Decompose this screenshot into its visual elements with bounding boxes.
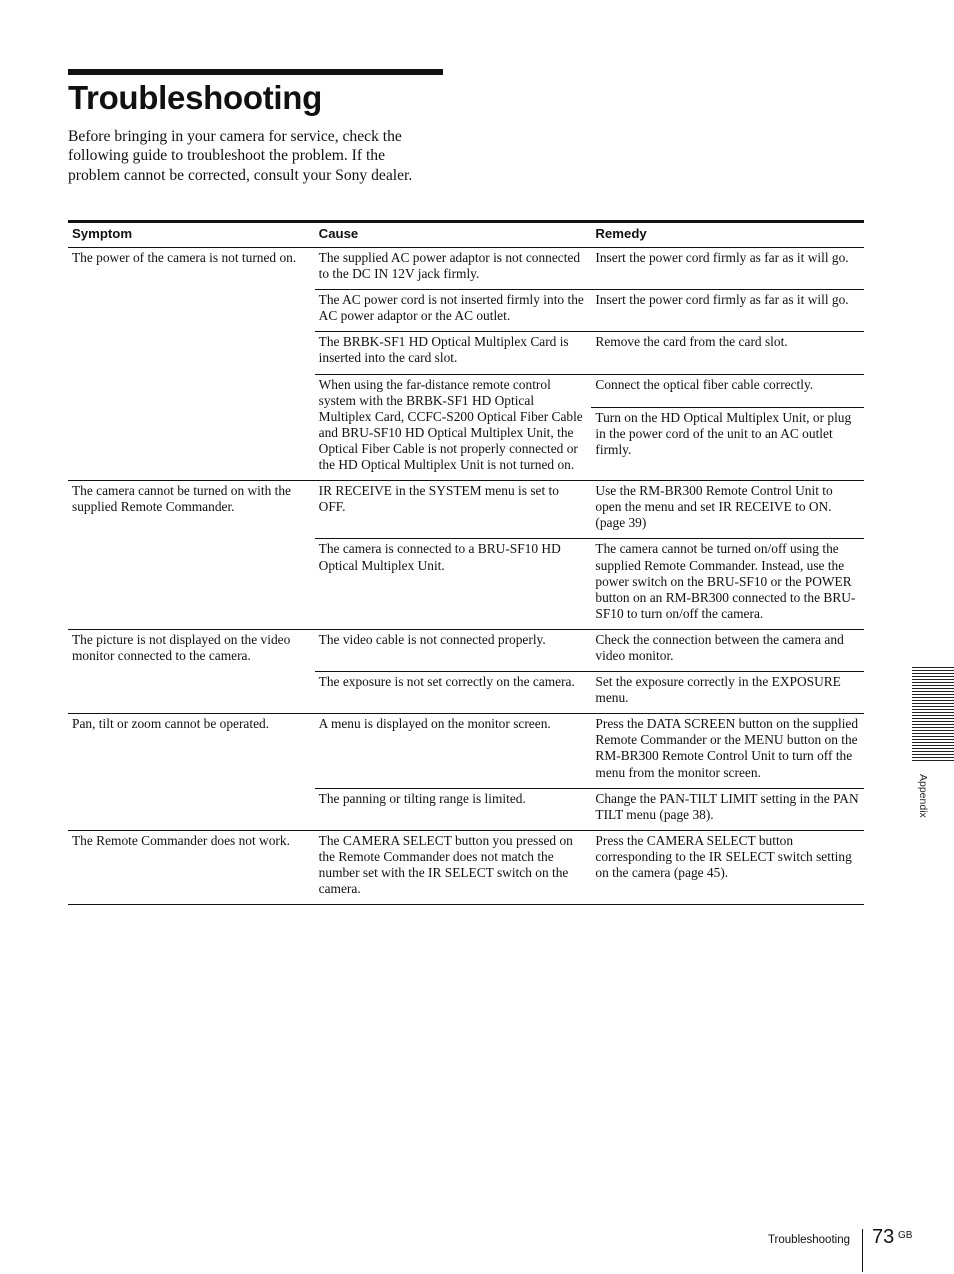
title-rule — [68, 69, 443, 75]
table-row — [68, 481, 864, 539]
cause-cell: When using the far-distance remote control system with the BRBK-SF1 HD Optical Multiplex Card, CCFC-S200 Optical Fiber Cable and BRU-SF10 HD Optical Multiplex Unit, the Optical Fiber Cable is not properly connected or the HD Optical Multiplex Unit is not turned on. — [315, 374, 592, 481]
cause-cell: The BRBK-SF1 HD Optical Multiplex Card is inserted into the card slot. — [315, 332, 592, 374]
cause-cell: The camera is connected to a BRU-SF10 HD Optical Multiplex Unit. — [315, 539, 592, 629]
remedy-cell: Press the DATA SCREEN button on the supplied Remote Commander or the MENU button on the RM-BR300 Remote Control Unit to turn off the menu from the monitor screen. — [591, 714, 864, 788]
symptom-cell: The Remote Commander does not work. — [68, 830, 315, 904]
remedy-cell: Insert the power cord firmly as far as it will go. — [591, 248, 864, 290]
remedy-cell: Press the CAMERA SELECT button corresponding to the IR SELECT switch setting on the camera (page 45). — [591, 830, 864, 904]
table-row — [68, 830, 864, 904]
remedy-cell: Turn on the HD Optical Multiplex Unit, or plug in the power cord of the unit to an AC outlet firmly. — [591, 407, 864, 481]
symptom-cell: The power of the camera is not turned on. — [68, 248, 315, 481]
page-number-suffix: GB — [898, 1230, 913, 1241]
table-body — [68, 248, 864, 905]
cause-cell: IR RECEIVE in the SYSTEM menu is set to OFF. — [315, 481, 592, 539]
troubleshooting-table — [68, 220, 864, 905]
header-cause: Cause — [315, 222, 592, 248]
table-row — [68, 248, 864, 290]
table-header-row — [68, 222, 864, 248]
remedy-cell: Change the PAN-TILT LIMIT setting in the PAN TILT menu (page 38). — [591, 788, 864, 830]
symptom-cell: The picture is not displayed on the video monitor connected to the camera. — [68, 629, 315, 713]
page-number: 73 — [872, 1226, 895, 1248]
cause-cell: The panning or tilting range is limited. — [315, 788, 592, 830]
footer-section-title: Troubleshooting — [767, 1234, 850, 1246]
remedy-cell: Insert the power cord firmly as far as it will go. — [591, 290, 864, 332]
cause-cell: A menu is displayed on the monitor screen. — [315, 714, 592, 788]
header-remedy: Remedy — [591, 222, 864, 248]
symptom-cell: The camera cannot be turned on with the supplied Remote Commander. — [68, 481, 315, 630]
remedy-cell: Connect the optical fiber cable correctly. — [591, 374, 864, 407]
table-header — [68, 222, 864, 248]
page-title: Troubleshooting — [68, 79, 322, 116]
table-row — [68, 714, 864, 788]
cause-cell: The AC power cord is not inserted firmly into the AC power adaptor or the AC outlet. — [315, 290, 592, 332]
remedy-cell: Check the connection between the camera and video monitor. — [591, 629, 864, 671]
remedy-cell: Set the exposure correctly in the EXPOSURE menu. — [591, 672, 864, 714]
remedy-cell: The camera cannot be turned on/off using the supplied Remote Commander. Instead, use the power switch on the BRU-SF10 or the POWER button on an RM-BR300 connected to the BRU-SF10 to turn on/off the camera. — [591, 539, 864, 629]
remedy-cell: Remove the card from the card slot. — [591, 332, 864, 374]
cause-cell: The exposure is not set correctly on the camera. — [315, 672, 592, 714]
footer-divider — [862, 1229, 863, 1272]
remedy-cell: Use the RM-BR300 Remote Control Unit to open the menu and set IR RECEIVE to ON. (page 39) — [591, 481, 864, 539]
cause-cell: The video cable is not connected properly. — [315, 629, 592, 671]
intro-paragraph: Before bringing in your camera for service, check the following guide to troubleshoot the problem. If the problem cannot be corrected, consult your Sony dealer. — [68, 128, 413, 184]
cause-cell: The CAMERA SELECT button you pressed on the Remote Commander does not match the number set with the IR SELECT switch on the camera. — [315, 830, 592, 904]
cause-cell: The supplied AC power adaptor is not connected to the DC IN 12V jack firmly. — [315, 248, 592, 290]
side-tab-marker — [912, 667, 954, 761]
symptom-cell: Pan, tilt or zoom cannot be operated. — [68, 714, 315, 831]
header-symptom: Symptom — [68, 222, 315, 248]
table-row — [68, 629, 864, 671]
side-tab-label: Appendix — [917, 774, 929, 818]
